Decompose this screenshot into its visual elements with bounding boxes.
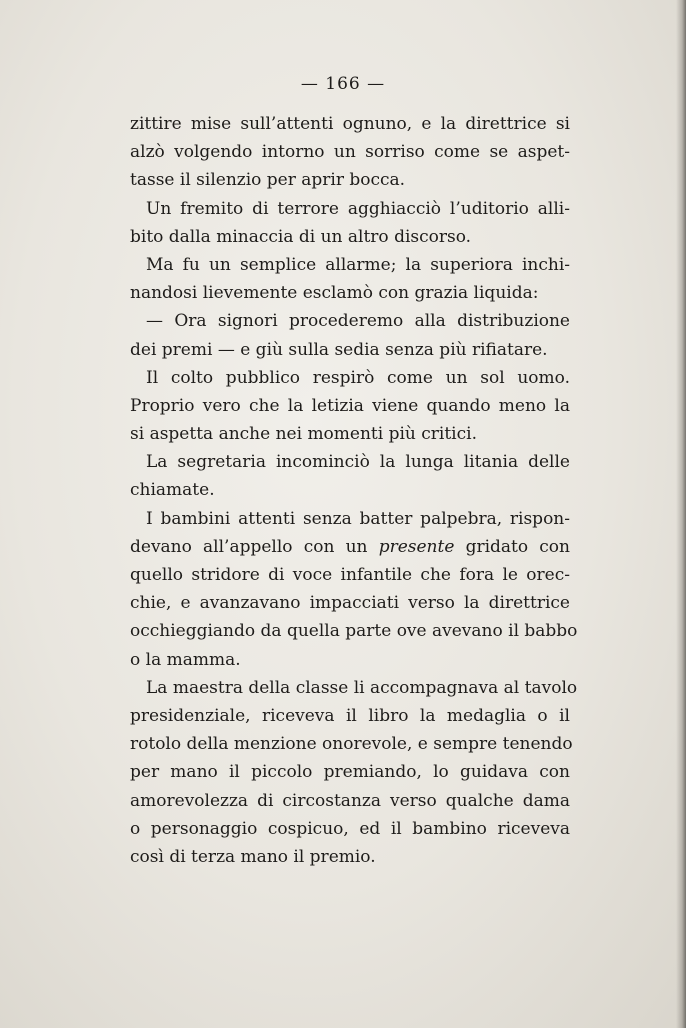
text-line: o la mamma. bbox=[130, 649, 241, 670]
text-line: nandosi lievemente esclamò con grazia liquida: bbox=[130, 283, 539, 304]
text-line: occhieggiando da quella parte ove avevano il babbo bbox=[130, 621, 578, 642]
italic-word: presente bbox=[378, 536, 455, 557]
text-line: zittire mise sull’attenti ognuno, e la direttrice si bbox=[130, 114, 570, 134]
text-line: quello stridore di voce infantile che fora le orec- bbox=[130, 565, 570, 585]
text-line: per mano il piccolo premiando, lo guidava con bbox=[130, 762, 570, 783]
text-line: presidenziale, riceveva il libro la medaglia o il bbox=[130, 705, 570, 726]
text-line: si aspetta anche nei momenti più critici. bbox=[130, 424, 477, 445]
text-line: chie, e avanzavano impacciati verso la direttrice bbox=[130, 593, 570, 614]
text-line: bito dalla minaccia di un altro discorso. bbox=[130, 226, 472, 247]
page-edge-shadow bbox=[676, 0, 686, 1028]
body-text bbox=[130, 110, 578, 871]
text-line: o personaggio cospicuo, ed il bambino riceveva bbox=[130, 818, 570, 839]
text-line: La maestra della classe li accompagnava al tavolo bbox=[146, 677, 578, 698]
text-line: tasse il silenzio per aprir bocca. bbox=[130, 170, 406, 191]
text-line: — Ora signori procederemo alla distribuzione bbox=[146, 311, 570, 332]
text-line: chiamate. bbox=[130, 480, 215, 501]
text-line: rotolo della menzione onorevole, e sempre tenendo bbox=[130, 734, 573, 755]
text-line: La segretaria incominciò la lunga litania delle bbox=[146, 452, 570, 473]
text-line: Un fremito di terrore agghiacciò l’uditorio alli- bbox=[146, 198, 570, 219]
text-line: dei premi — e giù sulla sedia senza più rifiatare. bbox=[130, 339, 548, 360]
text-line: amorevolezza di circostanza verso qualche dama bbox=[130, 790, 570, 811]
text-line: Il colto pubblico respirò come un sol uomo. bbox=[146, 367, 570, 388]
text-line: I bambini attenti senza batter palpebra, rispon- bbox=[146, 508, 570, 529]
text-line: così di terza mano il premio. bbox=[130, 846, 376, 867]
page-number: — 166 — bbox=[300, 74, 386, 94]
text-line: devano all’appello con un presente gridato con bbox=[130, 536, 570, 557]
text-line: alzò volgendo intorno un sorriso come se aspet- bbox=[130, 142, 570, 163]
text-line: Ma fu un semplice allarme; la superiora inchi- bbox=[146, 254, 570, 275]
text-line: Proprio vero che la letizia viene quando meno la bbox=[130, 395, 570, 416]
